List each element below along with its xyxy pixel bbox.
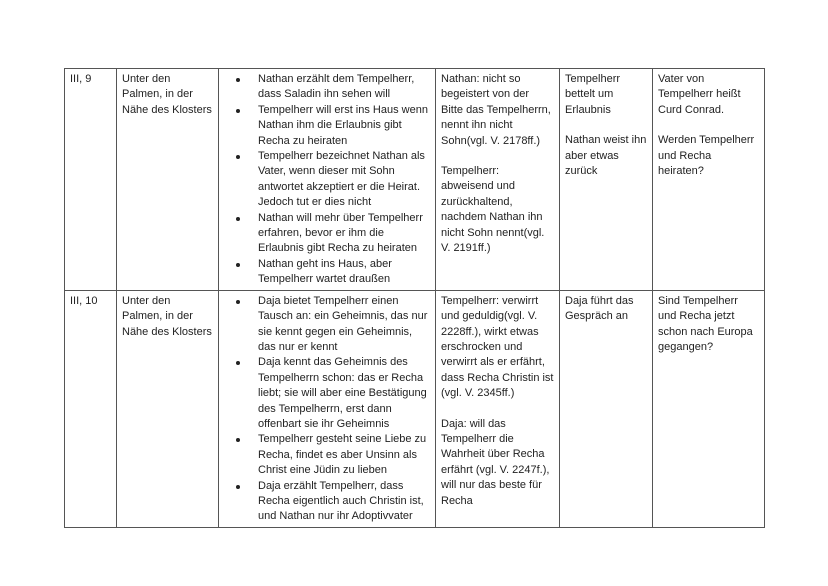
- result-note: Daja führt das Gespräch an: [565, 294, 634, 323]
- table-row: [65, 290, 765, 527]
- scene-analysis-table: [64, 68, 765, 528]
- plot-item: Tempelherr will erst ins Haus wenn Nathan ihm die Erlaubnis gibt Recha zu heiraten: [224, 103, 430, 149]
- plot-item: Daja erzählt Tempelherr, dass Recha eigentlich auch Christin ist, und Nathan nur ihr Adoptivvater: [224, 479, 430, 525]
- result-cell: [560, 69, 653, 291]
- character-note: Tempelherr: abweisend und zurückhaltend, nachdem Nathan ihn nicht Sohn nennt(vgl. V. 2191ff.): [441, 165, 545, 255]
- character-note: Tempelherr: verwirrt und geduldig(vgl. V. 2228ff.), wirkt etwas erschrocken und verwirrt als er erfährt, dass Recha Christin ist (vgl. V. 2345ff.): [441, 294, 554, 400]
- character-note: Nathan: nicht so begeistert von der Bitte das Tempelherrn, nennt ihn nicht Sohn(vgl. V. 2178ff.): [441, 73, 551, 147]
- question-note: Werden Tempelherr und Recha heiraten?: [658, 134, 755, 178]
- plot-item: Nathan will mehr über Tempelherr erfahren, bevor er ihm die Erlaubnis gibt Recha zu heiraten: [224, 211, 430, 257]
- plot-item: Tempelherr bezeichnet Nathan als Vater, wenn dieser mit Sohn antwortet akzeptiert er die Heirat. Jedoch tut er dies nicht: [224, 149, 430, 211]
- question-note: Sind Tempelherr und Recha jetzt schon nach Europa gegangen?: [658, 294, 753, 353]
- result-note: Nathan weist ihn aber etwas zurück: [565, 134, 647, 178]
- plot-list: [224, 294, 430, 525]
- characters-cell: [436, 290, 560, 527]
- place-cell: Unter den Palmen, in der Nähe des Klosters: [117, 290, 219, 527]
- place-cell: Unter den Palmen, in der Nähe des Klosters: [117, 69, 219, 291]
- plot-cell: [219, 290, 436, 527]
- plot-cell: [219, 69, 436, 291]
- character-note: Daja: will das Tempelherr die Wahrheit über Recha erfährt (vgl. V. 2247f.), will nur das beste für Recha: [441, 417, 550, 507]
- result-note: Tempelherr bettelt um Erlaubnis: [565, 73, 621, 116]
- act-scene-cell: III, 9: [65, 69, 117, 291]
- result-cell: [560, 290, 653, 527]
- plot-item: Daja kennt das Geheimnis des Tempelherrn schon: das er Recha liebt; sie will aber eine Bestätigung des Tempelherrn, erst dann offenbart sie ihr Geheimnis: [224, 355, 430, 432]
- characters-cell: [436, 69, 560, 291]
- question-note: Vater von Tempelherr heißt Curd Conrad.: [658, 73, 741, 116]
- plot-list: [224, 72, 430, 288]
- plot-item: Daja bietet Tempelherr einen Tausch an: ein Geheimnis, das nur sie kennt gegen ein Geheimnis, das nur er kennt: [224, 294, 430, 356]
- table-row: [65, 69, 765, 291]
- plot-item: Tempelherr gesteht seine Liebe zu Recha, findet es aber Unsinn als Christ eine Jüdin zu lieben: [224, 432, 430, 478]
- plot-item: Nathan geht ins Haus, aber Tempelherr wartet draußen: [224, 257, 430, 288]
- plot-item: Nathan erzählt dem Tempelherr, dass Saladin ihn sehen will: [224, 72, 430, 103]
- questions-cell: [653, 290, 765, 527]
- act-scene-cell: III, 10: [65, 290, 117, 527]
- questions-cell: [653, 69, 765, 291]
